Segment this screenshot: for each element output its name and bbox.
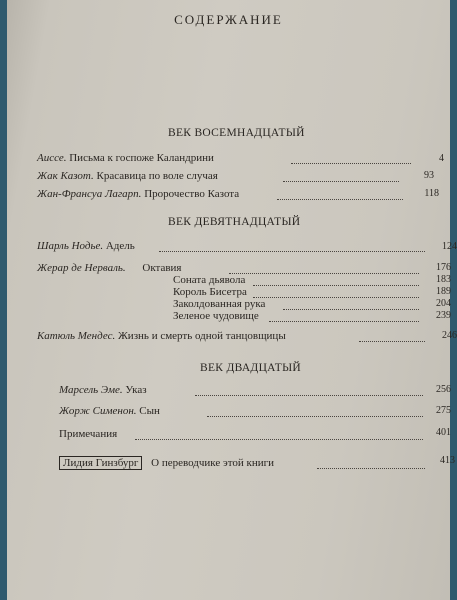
entry-title: Письма к госпоже Каландрини [69, 152, 214, 164]
dot-leader [159, 250, 425, 252]
entry-page-number: 4 [439, 153, 444, 164]
dot-leader [207, 415, 423, 417]
section-heading-18th-century: ВЕК ВОСЕМНАДЦАТЫЙ [168, 127, 305, 139]
entry-page-number: 118 [424, 188, 439, 199]
entry-title: Указ [125, 384, 147, 396]
dot-leader [253, 296, 419, 298]
entry-page-number: 204 [436, 298, 451, 309]
dot-leader [283, 180, 399, 182]
page-title: СОДЕРЖАНИЕ [174, 12, 283, 27]
entry-author: Жорж Сименон. [59, 405, 137, 417]
toc-entry [59, 457, 274, 469]
toc-entry [37, 330, 286, 342]
dot-leader [135, 438, 423, 440]
translator-name-box: Лидия Гинзбург [59, 456, 142, 470]
toc-entry [37, 240, 135, 252]
toc-entry [59, 405, 160, 417]
dot-leader [317, 467, 425, 469]
entry-page-number: 413 [440, 455, 455, 466]
entry-page-number: 275 [436, 405, 451, 416]
entry-title: Сын [139, 405, 160, 417]
entry-author: Жак Казот. [37, 170, 94, 182]
dot-leader [291, 162, 411, 164]
dot-leader [195, 394, 423, 396]
entry-title: Пророчество Казота [144, 188, 240, 200]
entry-title: Адель [105, 240, 135, 252]
section-heading-20th-century: ВЕК ДВАДЦАТЫЙ [200, 362, 302, 374]
section-heading-19th-century: ВЕК ДЕВЯТНАДЦАТЫЙ [168, 216, 301, 228]
entry-page-number: 183 [436, 274, 451, 285]
entry-title: Жизнь и смерть одной танцовщицы [117, 330, 286, 342]
entry-title: Зеленое чудовище [173, 310, 259, 322]
entry-title: Соната дьявола [173, 274, 246, 286]
entry-title: О переводчике этой книги [151, 457, 275, 469]
dot-leader [359, 340, 425, 342]
dot-leader [229, 272, 419, 274]
entry-page-number: 256 [436, 384, 451, 395]
book-page [7, 0, 457, 600]
entry-page-number: 124 [442, 241, 457, 252]
entry-author: Жан-Франсуа Лагарп. [37, 188, 142, 200]
entry-author: Марсель Эме. [59, 384, 123, 396]
toc-entry [37, 188, 239, 200]
dot-leader [253, 284, 419, 286]
dot-leader [269, 320, 419, 322]
dot-leader [277, 198, 403, 200]
entry-page-number: 239 [436, 310, 451, 321]
entry-page-number: 176 [436, 262, 451, 273]
entry-title: Король Бисетра [173, 286, 247, 298]
toc-entry [37, 170, 218, 182]
entry-page-number: 93 [424, 170, 434, 181]
entry-page-number: 246 [442, 330, 457, 341]
entry-author: Аиссе. [37, 152, 67, 164]
toc-entry [37, 262, 181, 274]
toc-entry [37, 152, 214, 164]
notes-entry: Примечания [59, 428, 118, 440]
entry-page-number: 401 [436, 427, 451, 438]
dot-leader [283, 308, 419, 310]
entry-page-number: 189 [436, 286, 451, 297]
entry-title: Октавия [142, 262, 182, 274]
entry-author: Катюль Мендес. [37, 330, 116, 342]
entry-author: Шарль Нодье. [37, 240, 104, 252]
entry-title: Заколдованная рука [173, 298, 266, 310]
entry-title: Красавица по воле случая [96, 170, 218, 182]
entry-author: Жерар де Нерваль. [37, 262, 126, 274]
toc-entry [59, 384, 147, 396]
